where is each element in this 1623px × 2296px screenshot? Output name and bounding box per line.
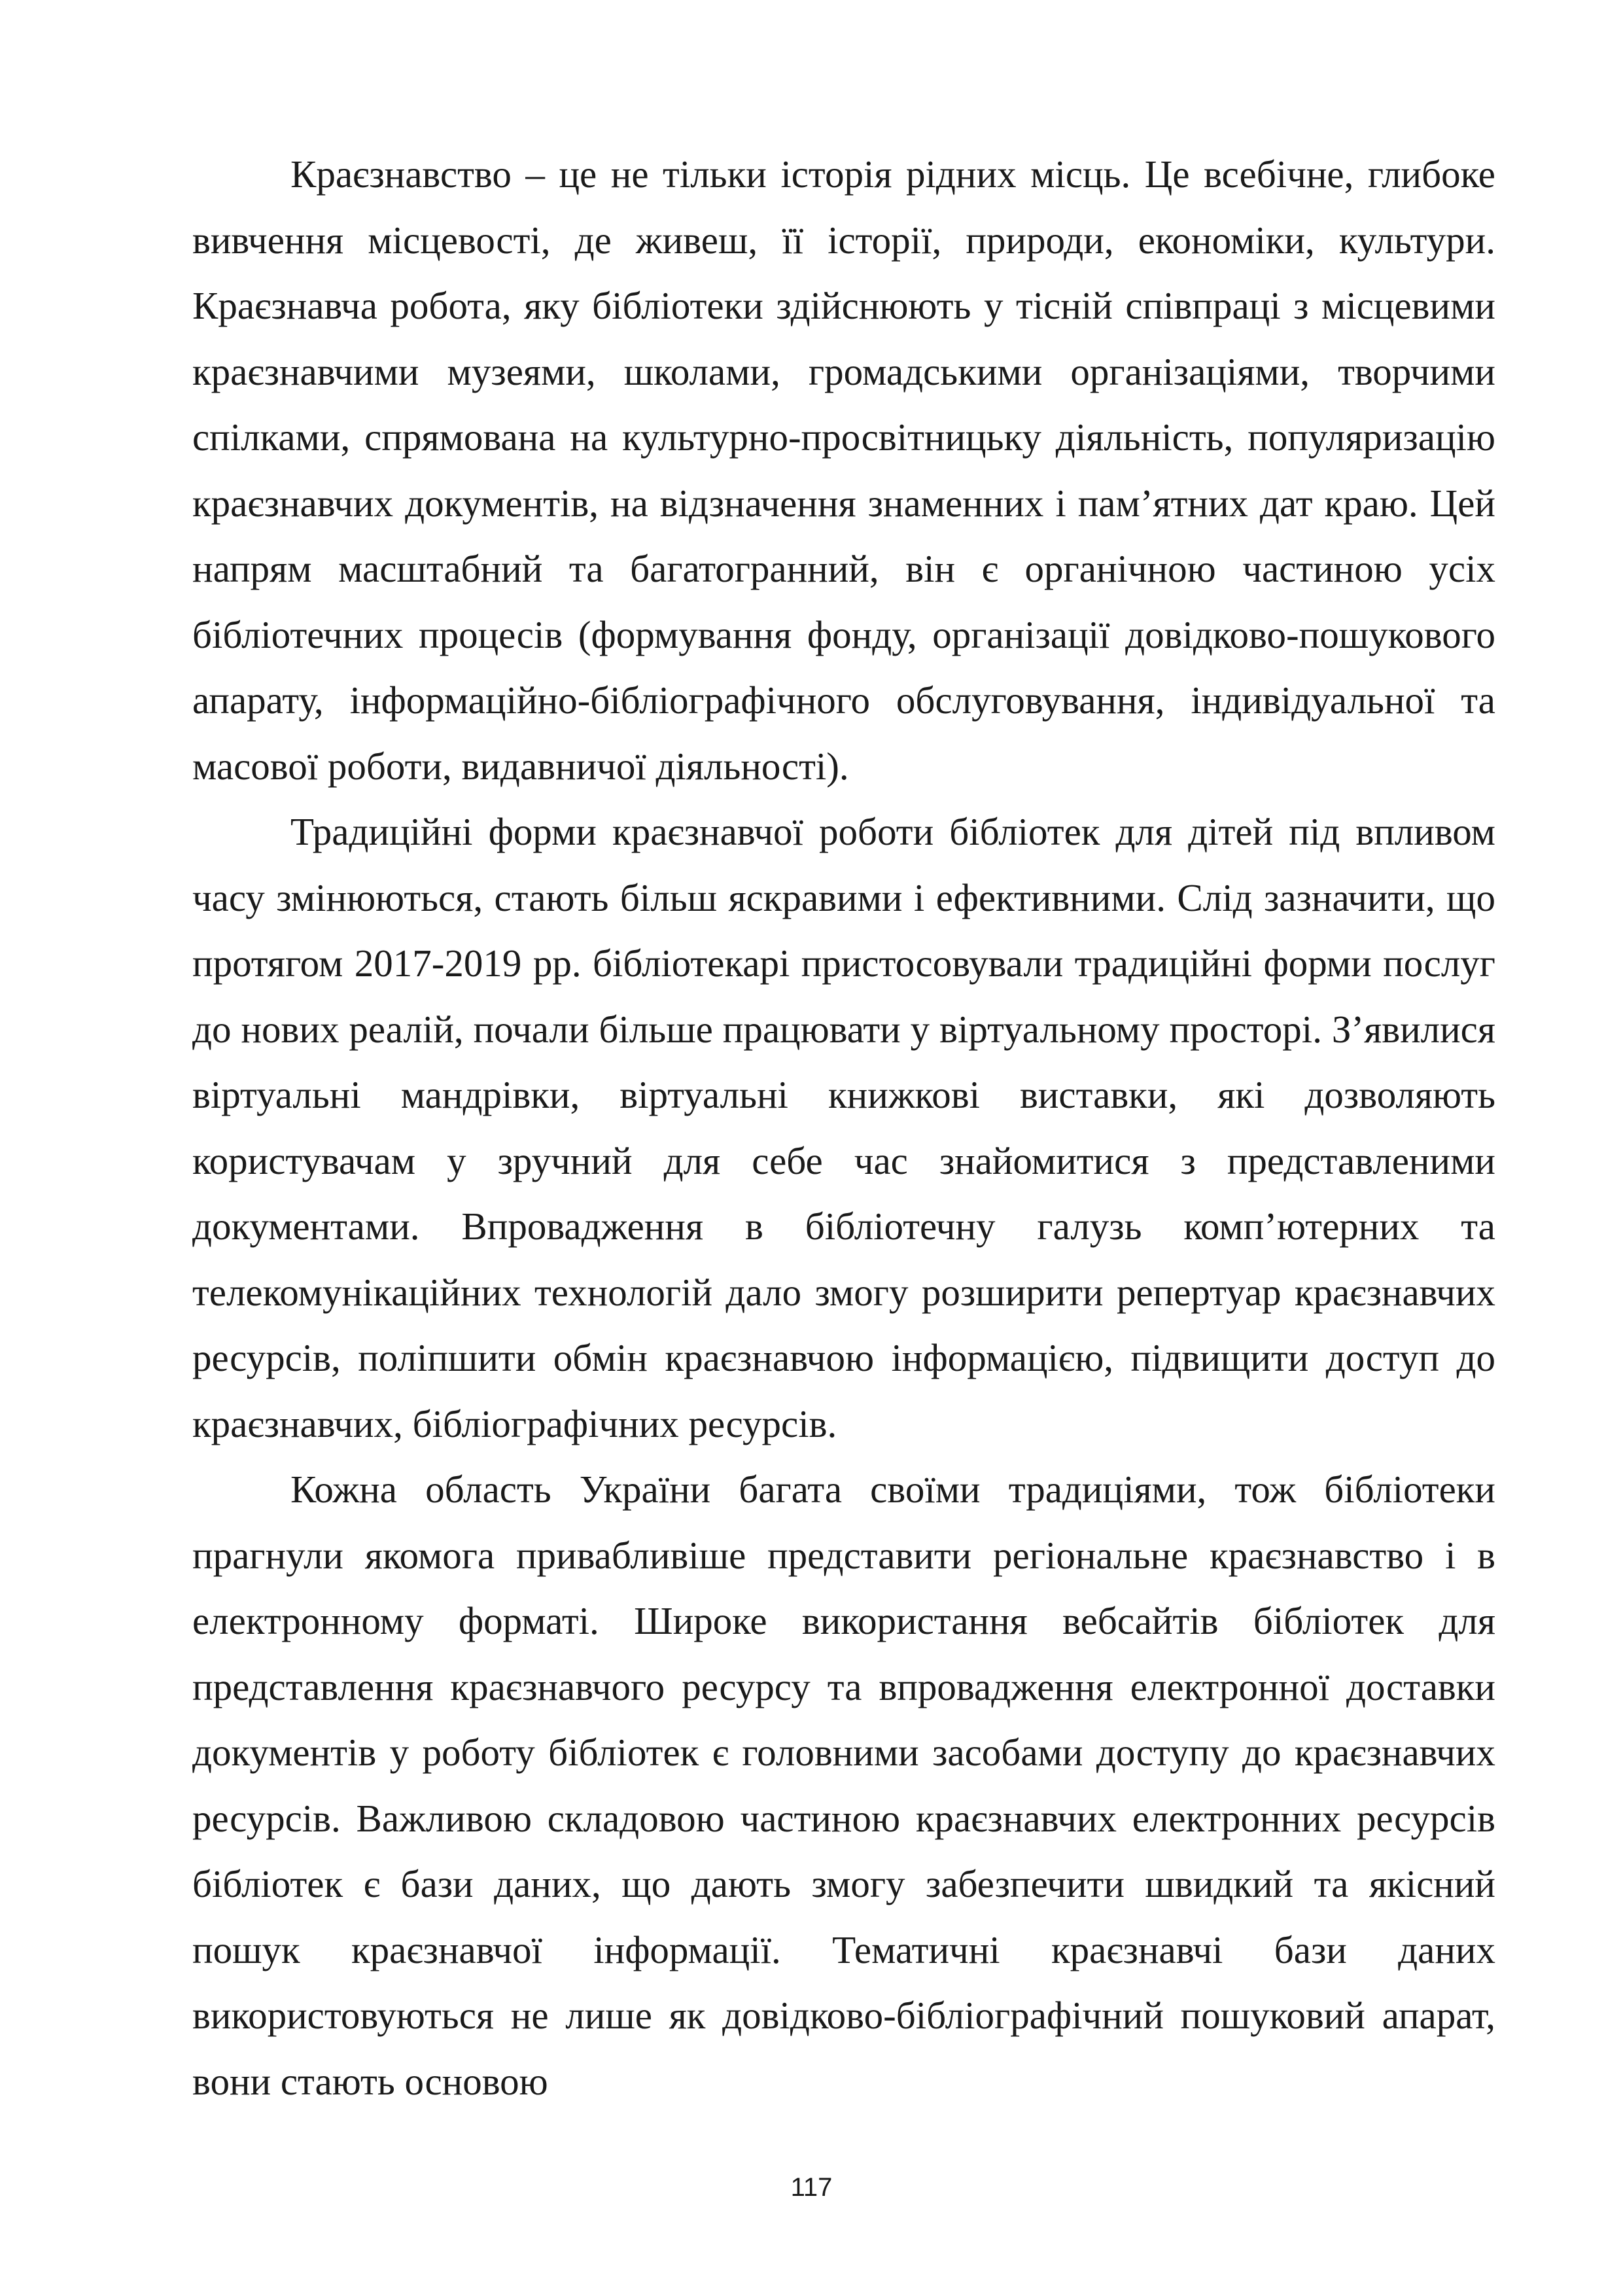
paragraph-local-studies-definition: Краєзнавство – це не тільки історія рідних місць. Це всебічне, глибоке вивчення місцевості, де живеш, її історії, природи, економіки, культури. Краєзнавча робота, яку бібліотеки здійснюють у тісній співпраці з місцевими краєзнавчими музеями, школами, громадськими організаціями, творчими спілками, спрямована на культурно-просвітницьку діяльність, популяризацію краєзнавчих документів, на відзначення знаменних і пам’ятних дат краю. Цей напрям масштабний та багатогранний, він є органічною частиною усіх бібліотечних процесів (формування фонду, організації довідково-пошукового апарату, інформаційно-бібліографічного обслуговування, індивідуальної та масової роботи, видавничої діяльності). (192, 152, 1495, 788)
paragraph-regional-electronic-resources: Кожна область України багата своїми традиціями, тож бібліотеки прагнули якомога привабливіше представити регіональне краєзнавство і в електронному форматі. Широке використання вебсайтів бібліотек для представлення краєзнавчого ресурсу та впровадження електронної доставки документів у роботу бібліотек є головними засобами доступу до краєзнавчих ресурсів. Важливою складовою частиною краєзнавчих електронних ресурсів бібліотек є бази даних, що дають змогу забезпечити швидкий та якісний пошук краєзнавчої інформації. Тематичні краєзнавчі бази даних використовуються не лише як довідково-бібліографічний пошуковий апарат, вони стають основою (192, 1468, 1495, 2103)
document-body (192, 141, 1495, 2114)
page-number: 117 (790, 2173, 833, 2202)
paragraph-traditional-forms: Традиційні форми краєзнавчої роботи бібліотек для дітей під впливом часу змінюються, стають більш яскравими і ефективними. Слід зазначити, що протягом 2017-2019 рр. бібліотекарі пристосовували традиційні форми послуг до нових реалій, почали більше працювати у віртуальному просторі. З’явилися віртуальні мандрівки, віртуальні книжкові виставки, які дозволяють користувачам у зручний для себе час знайомитися з представленими документами. Впровадження в бібліотечну галузь комп’ютерних та телекомунікаційних технологій дало змогу розширити репертуар краєзнавчих ресурсів, поліпшити обмін краєзнавчою інформацією, підвищити доступ до краєзнавчих, бібліографічних ресурсів. (192, 810, 1495, 1445)
